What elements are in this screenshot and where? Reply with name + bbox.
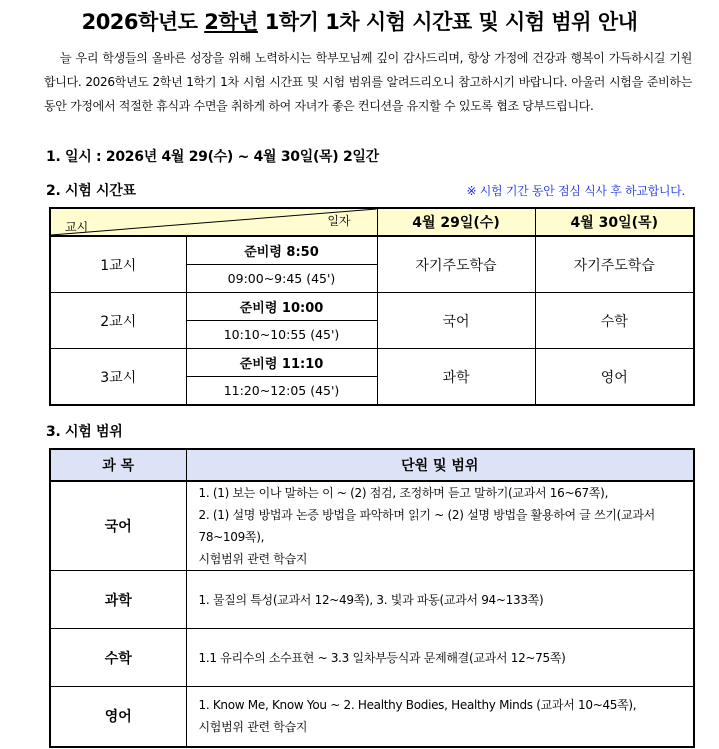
- range-line: 시험범위 관련 학습지: [198, 720, 308, 735]
- lunch-note: ※ 시험 기간 동안 점심 식사 후 하교합니다.: [466, 184, 685, 198]
- title-grade: 2학년: [204, 10, 258, 34]
- exam-subject: 수학: [535, 293, 694, 349]
- exam-subject: 과학: [377, 349, 535, 406]
- period-name: 2교시: [50, 293, 186, 349]
- prep-time: 준비령 11:10: [186, 349, 377, 377]
- range-description: [186, 571, 694, 629]
- range-table: [49, 448, 695, 748]
- range-description: [186, 481, 694, 571]
- range-subject: 과학: [50, 571, 186, 629]
- corner-label-period: 교시: [65, 220, 89, 234]
- range-description: [186, 687, 694, 747]
- prep-time: 준비령 10:00: [186, 293, 377, 321]
- prep-time: 준비령 8:50: [186, 236, 377, 265]
- schedule-corner-cell: [50, 208, 377, 236]
- range-description: [186, 629, 694, 687]
- period-name: 3교시: [50, 349, 186, 406]
- page-title: [0, 6, 719, 36]
- title-prefix: 2026학년도: [81, 10, 205, 34]
- section-schedule-heading: 2. 시험 시간표: [46, 183, 136, 199]
- range-line: 1.1 유리수의 소수표현 ~ 3.3 일차부등식과 문제해결(교과서 12~75쪽): [198, 650, 566, 665]
- range-line: 1. (1) 보는 이나 말하는 이 ~ (2) 점검, 조정하며 듣고 말하기(교과서 16~67쪽),: [198, 486, 609, 500]
- section-range-heading: 3. 시험 범위: [46, 424, 123, 440]
- exam-subject: 자기주도학습: [535, 236, 694, 293]
- range-header-unit: 단원 및 범위: [186, 449, 694, 481]
- range-line: 2. (1) 설명 방법과 논증 방법을 파악하며 읽기 ~ (2) 설명 방법을 활용하여 글 쓰기(교과서 78~109쪽),: [198, 508, 655, 544]
- period-name: 1교시: [50, 236, 186, 293]
- day-header: 4월 30일(목): [535, 208, 694, 236]
- title-suffix: 1학기 1차 시험 시간표 및 시험 범위 안내: [257, 10, 638, 34]
- exam-time: 09:00~9:45 (45'): [186, 265, 377, 293]
- range-line: 1. 물질의 특성(교과서 12~49쪽), 3. 빛과 파동(교과서 94~133쪽): [198, 592, 544, 607]
- exam-time: 10:10~10:55 (45'): [186, 321, 377, 349]
- intro-text: 늘 우리 학생들의 올바른 성장을 위해 노력하시는 학부모님께 깊이 감사드리며, 항상 가정에 건강과 행복이 가득하시길 기원합니다. 2026학년도 2학년 1학기 1차 시험 시간표 및 시험 범위를 알려드리오니 참고하시기 바랍니다. 아울러 시험을 준비하는 동안 가정에서 적절한 휴식과 수면을 취하게 하여 자녀가 좋은 컨디션을 유지할 수 있도록 협조 당부드립니다.: [44, 51, 692, 113]
- range-line: 시험범위 관련 학습지: [198, 552, 308, 566]
- exam-time: 11:20~12:05 (45'): [186, 377, 377, 406]
- section-date: 1. 일시 : 2026년 4월 29(수) ~ 4월 30일(목) 2일간: [46, 149, 379, 165]
- corner-label-date: 일자: [327, 214, 351, 228]
- day-header: 4월 29일(수): [377, 208, 535, 236]
- intro-paragraph: [44, 46, 692, 118]
- exam-subject: 자기주도학습: [377, 236, 535, 293]
- range-subject: 국어: [50, 481, 186, 571]
- range-header-subject: 과 목: [50, 449, 186, 481]
- range-subject: 수학: [50, 629, 186, 687]
- schedule-table: [49, 207, 695, 406]
- range-line: 1. Know Me, Know You ~ 2. Healthy Bodies, Healthy Minds (교과서 10~45쪽),: [198, 698, 637, 713]
- exam-subject: 국어: [377, 293, 535, 349]
- range-subject: 영어: [50, 687, 186, 747]
- exam-subject: 영어: [535, 349, 694, 406]
